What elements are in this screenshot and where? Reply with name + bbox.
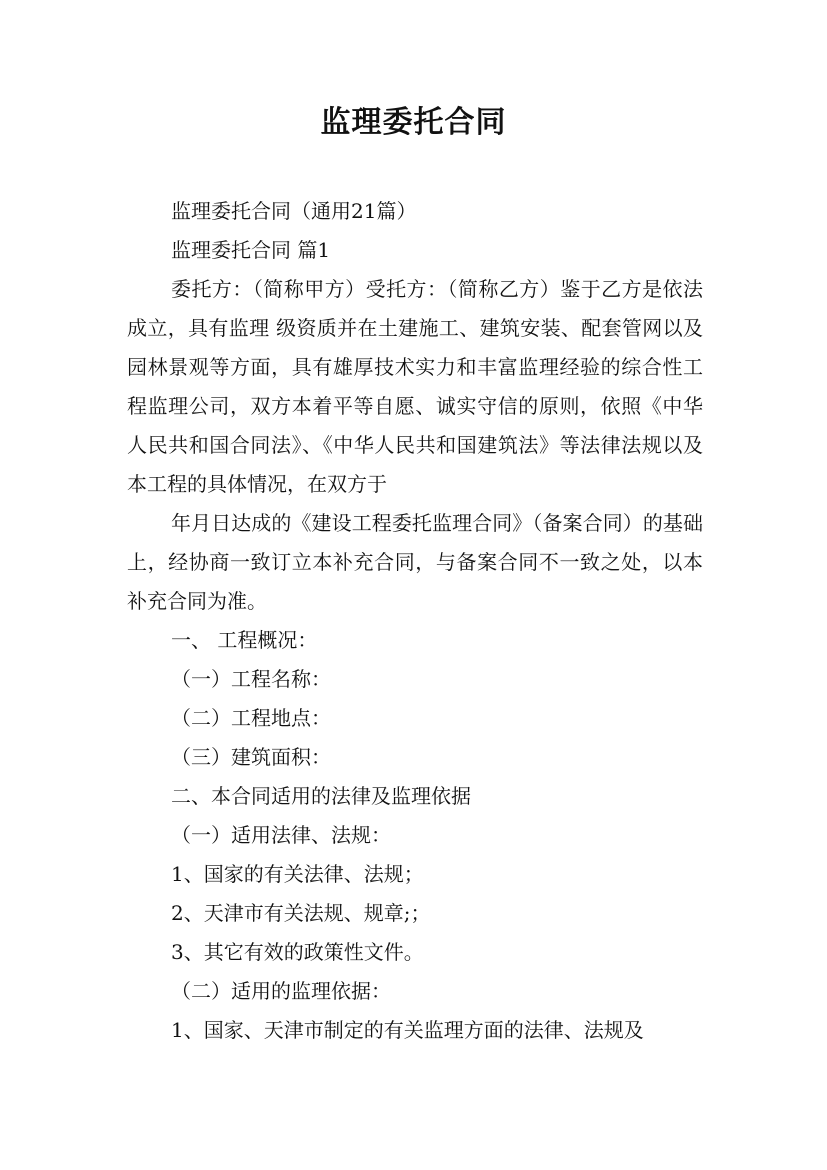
section-heading: 监理委托合同 篇1 (171, 238, 331, 262)
paragraph-parties: 委托方：（简称甲方）受托方：（简称乙方）鉴于乙方是依法成立，具有监理 级资质并在土建施工、建筑安装、配套管网以及园林景观等方面，具有雄厚技术实力和丰富监理经验的综合性工程监理公司，双方本着平等自愿、诚实守信的原则，依照《中华人民共和国合同法》、《中华人民共和国建筑法》等法律法规以及本工程的具体情况，在双方于 (127, 277, 703, 496)
item-supervision-basis: （二）适用的监理依据： (171, 979, 391, 1003)
item-applicable-laws: （一）适用法律、法规： (171, 823, 391, 847)
document-body (127, 192, 703, 1050)
item-supervision-laws: 1、国家、天津市制定的有关监理方面的法律、法规及 (171, 1018, 644, 1042)
item-national-laws: 1、国家的有关法律、法规； (171, 862, 424, 886)
item-policy-documents: 3、其它有效的政策性文件。 (171, 940, 424, 964)
document-title: 监理委托合同 (320, 105, 507, 140)
item-project-overview: 一、 工程概况： (171, 628, 318, 652)
paragraph-basis: 年月日达成的《建设工程委托监理合同》（备案合同）的基础上，经协商一致订立本补充合同，与备案合同不一致之处，以本补充合同为准。 (127, 511, 703, 613)
item-applicable-law-heading: 二、本合同适用的法律及监理依据 (171, 784, 471, 808)
item-tianjin-rules: 2、天津市有关法规、规章;； (171, 901, 431, 925)
item-building-area: （三）建筑面积： (171, 745, 331, 769)
item-project-location: （二）工程地点： (171, 706, 331, 730)
item-project-name: （一）工程名称： (171, 667, 331, 691)
subtitle-heading: 监理委托合同（通用21篇） (171, 199, 417, 223)
